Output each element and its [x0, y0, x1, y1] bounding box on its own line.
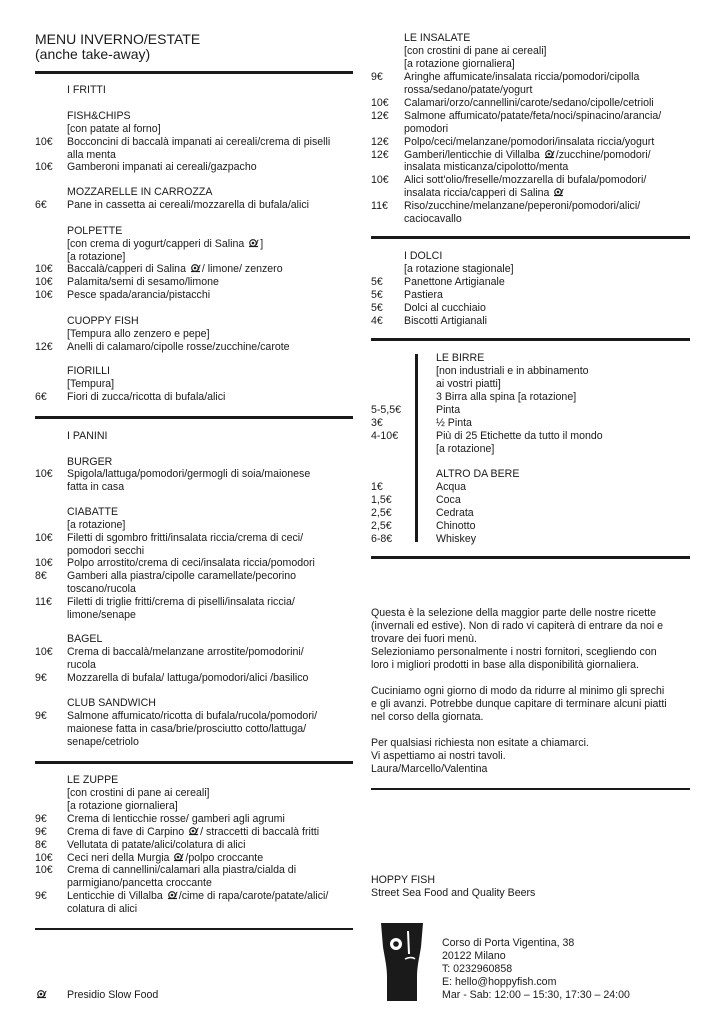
item-desc: Bocconcini di baccalà impanati ai cereali/crema di piselli — [67, 136, 331, 148]
item-desc: Spigola/lattuga/pomodori/germogli di soia/maionese — [67, 468, 311, 480]
item-price: 3€ — [371, 417, 383, 429]
info-text: Vi aspettiamo ai nostri tavoli. — [371, 750, 506, 762]
item-desc: Più di 25 Etichette da tutto il mondo — [436, 430, 603, 442]
divider — [371, 338, 690, 341]
group-note: [non industriali e in abbinamento — [436, 365, 589, 377]
item-text: /polpo croccante — [185, 852, 264, 864]
info-text: Per qualsiasi richiesta non esitate a chiamarci. — [371, 737, 589, 749]
item-price: 12€ — [371, 136, 389, 148]
item-desc: pomodori secchi — [67, 545, 145, 557]
item-text: Gamberi/lenticchie di Villalba — [404, 149, 540, 161]
menu-title-line1: MENU INVERNO/ESTATE — [35, 31, 201, 47]
item-price: 9€ — [371, 71, 383, 83]
item-desc: Filetti di triglie fritti/crema di piselli/insalata riccia/ — [67, 596, 295, 608]
item-price: 10€ — [35, 532, 53, 544]
group-note — [67, 238, 263, 251]
item-text: Ceci neri della Murgia — [67, 852, 170, 864]
beer-glass-fish-icon — [379, 921, 425, 1003]
note-text: ] — [260, 238, 264, 250]
item-desc: [a rotazione] — [436, 443, 495, 455]
item-text: / limone/ zenzero — [201, 263, 283, 275]
item-desc: Pane in cassetta ai cereali/mozzarella di bufala/alici — [67, 199, 310, 211]
item-price: 2,5€ — [371, 520, 392, 532]
info-text: e gli avanzi. Potrebbe dunque capitare di terminare alcuni piatti — [371, 698, 667, 710]
item-price: 8€ — [35, 570, 47, 582]
item-price: 9€ — [35, 826, 47, 838]
group-fishchips: FISH&CHIPS — [67, 110, 131, 122]
section-heading-fritti: I FRITTI — [67, 84, 106, 96]
group-note: [Tempura] — [67, 378, 115, 390]
item-text: /zucchine/pomodori/ — [555, 149, 651, 161]
item-desc: limone/senape — [67, 609, 136, 621]
item-desc: Panettone Artigianale — [404, 276, 505, 288]
item-desc — [67, 826, 319, 839]
item-price: 8€ — [35, 839, 47, 851]
slow-food-label: Presidio Slow Food — [67, 989, 159, 1001]
item-price: 5€ — [371, 276, 383, 288]
divider — [371, 788, 690, 790]
item-price: 11€ — [371, 200, 388, 212]
info-text: Laura/Marcello/Valentina — [371, 763, 488, 775]
item-price: 1€ — [371, 481, 383, 493]
item-desc: Gamberi alla piastra/cipolle caramellate/pecorino — [67, 570, 297, 582]
section-heading-bere: ALTRO DA BERE — [436, 468, 520, 480]
snail-icon — [167, 890, 178, 900]
item-text: Baccalà/capperi di Salina — [67, 263, 186, 275]
item-desc: Riso/zucchine/melanzane/peperoni/pomodori/alici/ — [404, 200, 641, 212]
item-desc: Palamita/semi di sesamo/limone — [67, 276, 219, 288]
item-desc — [67, 263, 283, 276]
item-price: 11€ — [35, 596, 52, 608]
item-desc: alla menta — [67, 149, 116, 161]
section-heading-panini: I PANINI — [67, 430, 108, 442]
group-burger: BURGER — [67, 456, 113, 468]
info-text: Selezioniamo personalmente i nostri fornitori, scegliendo con — [371, 646, 657, 658]
item-desc: Coca — [436, 494, 461, 506]
item-desc: Crema di lenticchie rosse/ gamberi agli agrumi — [67, 813, 285, 825]
item-desc: Pastiera — [404, 289, 443, 301]
divider — [371, 556, 690, 559]
group-note: [a rotazione] — [67, 251, 126, 263]
item-price: 12€ — [371, 149, 389, 161]
item-price: 6€ — [35, 199, 47, 211]
brand-tagline: Street Sea Food and Quality Beers — [371, 887, 536, 899]
item-price: 6-8€ — [371, 533, 393, 545]
item-text: insalata riccia/capperi di Salina — [404, 187, 550, 199]
info-text: (invernali ed estive). Non di rado vi capiterà di entrare da noi e — [371, 620, 664, 632]
item-desc: Chinotto — [436, 520, 476, 532]
info-text: Questa è la selezione della maggior parte delle nostre ricette — [371, 607, 657, 619]
note-text: [con crema di yogurt/capperi di Salina — [67, 238, 245, 250]
item-price: 10€ — [35, 852, 53, 864]
item-price: 1,5€ — [371, 494, 392, 506]
item-price: 2,5€ — [371, 507, 392, 519]
item-desc: rossa/sedano/patate/yogurt — [404, 84, 533, 96]
item-desc: Alici sott'olio/freselle/mozzarella di bufala/pomodori/ — [404, 174, 647, 186]
item-desc: colatura di alici — [67, 903, 138, 915]
item-desc: Crema di baccalà/melanzane arrostite/pomodorini/ — [67, 646, 304, 658]
item-price: 6€ — [35, 391, 47, 403]
item-price: 10€ — [35, 468, 53, 480]
item-price: 10€ — [35, 263, 53, 275]
section-heading-birre: LE BIRRE — [436, 352, 485, 364]
group-note: [a rotazione giornaliera] — [67, 800, 178, 812]
item-desc: Polpo/ceci/melanzane/pomodori/insalata riccia/yogurt — [404, 136, 655, 148]
address-line: 20122 Milano — [442, 950, 506, 962]
item-price: 10€ — [35, 289, 53, 301]
group-note: [a rotazione] — [67, 519, 126, 531]
item-price: 10€ — [35, 276, 53, 288]
item-text: / straccetti di baccalà fritti — [200, 826, 320, 838]
item-desc: caciocavallo — [404, 213, 462, 225]
item-price: 10€ — [35, 136, 53, 148]
section-heading-zuppe: LE ZUPPE — [67, 774, 119, 786]
item-price: 5€ — [371, 289, 383, 301]
item-price: 10€ — [35, 864, 53, 876]
group-fiorilli: FIORILLI — [67, 365, 110, 377]
group-note: [Tempura allo zenzero e pepe] — [67, 328, 210, 340]
item-desc: Vellutata di patate/alici/colatura di alici — [67, 839, 246, 851]
item-price: 10€ — [371, 97, 389, 109]
menu-title-line2: (anche take-away) — [35, 46, 151, 62]
group-note: [con crostini di pane ai cereali] — [404, 45, 547, 57]
info-text: loro i migliori prodotti in base alla disponibilità giornaliera. — [371, 659, 639, 671]
address-line: Corso di Porta Vigentina, 38 — [442, 937, 575, 949]
email-line: E: hello@hoppyfish.com — [442, 976, 557, 988]
item-price: 10€ — [35, 557, 53, 569]
item-desc: Cedrata — [436, 507, 474, 519]
snail-icon — [544, 149, 555, 159]
section-heading-insalate: LE INSALATE — [404, 32, 471, 44]
item-desc: fatta in casa — [67, 481, 125, 493]
group-note: 3 Birra alla spina [a rotazione] — [436, 391, 577, 403]
item-desc: Dolci al cucchiaio — [404, 302, 486, 314]
item-desc: Acqua — [436, 481, 467, 493]
item-desc: Filetti di sgombro fritti/insalata riccia/crema di ceci/ — [67, 532, 304, 544]
item-desc: Salmone affumicato/ricotta di bufala/rucola/pomodori/ — [67, 710, 318, 722]
item-desc: Whiskey — [436, 533, 477, 545]
item-price: 10€ — [35, 161, 53, 173]
item-price: 5€ — [371, 302, 383, 314]
brand-name: HOPPY FISH — [371, 874, 435, 886]
item-price: 9€ — [35, 813, 47, 825]
item-desc: insalata misticanza/cipolotto/menta — [404, 161, 569, 173]
group-note: [con crostini di pane ai cereali] — [67, 787, 210, 799]
divider — [35, 71, 353, 74]
snail-icon — [190, 263, 201, 273]
group-bagel: BAGEL — [67, 633, 103, 645]
group-cuoppy: CUOPPY FISH — [67, 315, 139, 327]
group-polpette: POLPETTE — [67, 225, 123, 237]
item-price: 10€ — [371, 174, 389, 186]
item-desc: toscano/rucola — [67, 583, 136, 595]
item-desc — [67, 890, 328, 903]
item-desc: parmigiano/pancetta croccante — [67, 877, 212, 889]
slow-food-legend — [35, 989, 48, 1002]
item-desc: ½ Pinta — [436, 417, 472, 429]
item-desc: Mozzarella di bufala/ lattuga/pomodori/alici /basilico — [67, 672, 309, 684]
item-price: 9€ — [35, 890, 47, 902]
divider — [35, 761, 353, 764]
item-price: 10€ — [35, 646, 53, 658]
item-desc: Anelli di calamaro/cipolle rosse/zucchine/carote — [67, 341, 290, 353]
item-desc — [404, 187, 565, 200]
item-desc: Pesce spada/arancia/pistacchi — [67, 289, 211, 301]
group-note: [a rotazione giornaliera] — [404, 58, 515, 70]
group-note: [con patate al forno] — [67, 123, 161, 135]
item-text: /cime di rapa/carote/patate/alici/ — [178, 890, 329, 902]
item-desc: Calamari/orzo/cannellini/carote/sedano/cipolle/cetrioli — [404, 97, 654, 109]
item-desc: Fiori di zucca/ricotta di bufala/alici — [67, 391, 226, 403]
group-note: [a rotazione stagionale] — [404, 263, 514, 275]
snail-icon — [248, 238, 259, 248]
section-heading-dolci: I DOLCI — [404, 250, 443, 262]
divider — [371, 236, 690, 239]
phone-line: T: 0232960858 — [442, 963, 513, 975]
item-desc: Pinta — [436, 404, 461, 416]
group-club: CLUB SANDWICH — [67, 697, 156, 709]
item-desc: Aringhe affumicate/insalata riccia/pomodori/cipolla — [404, 71, 640, 83]
snail-icon — [188, 826, 199, 836]
hours-line: Mar - Sab: 12:00 – 15:30, 17:30 – 24:00 — [442, 989, 630, 1001]
item-price: 12€ — [371, 110, 389, 122]
divider — [35, 928, 353, 930]
item-price: 4€ — [371, 315, 383, 327]
item-price: 4-10€ — [371, 430, 399, 442]
item-text: Crema di fave di Carpino — [67, 826, 185, 838]
info-text: trovare dei fuori menù. — [371, 633, 477, 645]
item-desc: Polpo arrostito/crema di ceci/insalata riccia/pomodori — [67, 557, 315, 569]
item-price: 5-5,5€ — [371, 404, 402, 416]
item-desc: pomodori — [404, 123, 449, 135]
item-desc: maionese fatta in casa/brie/prosciutto cotto/lattuga/ — [67, 723, 307, 735]
snail-icon — [553, 187, 564, 197]
group-note: ai vostri piatti] — [436, 378, 501, 390]
item-price: 9€ — [35, 710, 47, 722]
item-price: 9€ — [35, 672, 47, 684]
item-desc: senape/cetriolo — [67, 736, 139, 748]
info-text: Cuciniamo ogni giorno di modo da ridurre al minimo gli sprechi — [371, 685, 665, 697]
item-price: 12€ — [35, 341, 53, 353]
group-mozzarelle: MOZZARELLE IN CARROZZA — [67, 186, 213, 198]
item-desc: Gamberoni impanati ai cereali/gazpacho — [67, 161, 257, 173]
snail-icon — [36, 989, 47, 999]
item-desc: rucola — [67, 659, 96, 671]
item-desc: Salmone affumicato/patate/feta/noci/spinacino/arancia/ — [404, 110, 662, 122]
item-text: Lenticchie di Villalba — [67, 890, 163, 902]
vertical-bar — [415, 354, 418, 542]
menu-title — [35, 32, 200, 62]
snail-icon — [173, 852, 184, 862]
info-text: nel corso della giornata. — [371, 711, 484, 723]
item-desc: Crema di cannellini/calamari alla piastra/cialda di — [67, 864, 297, 876]
group-ciabatte: CIABATTE — [67, 506, 119, 518]
divider — [35, 416, 353, 419]
item-desc: Biscotti Artigianali — [404, 315, 488, 327]
